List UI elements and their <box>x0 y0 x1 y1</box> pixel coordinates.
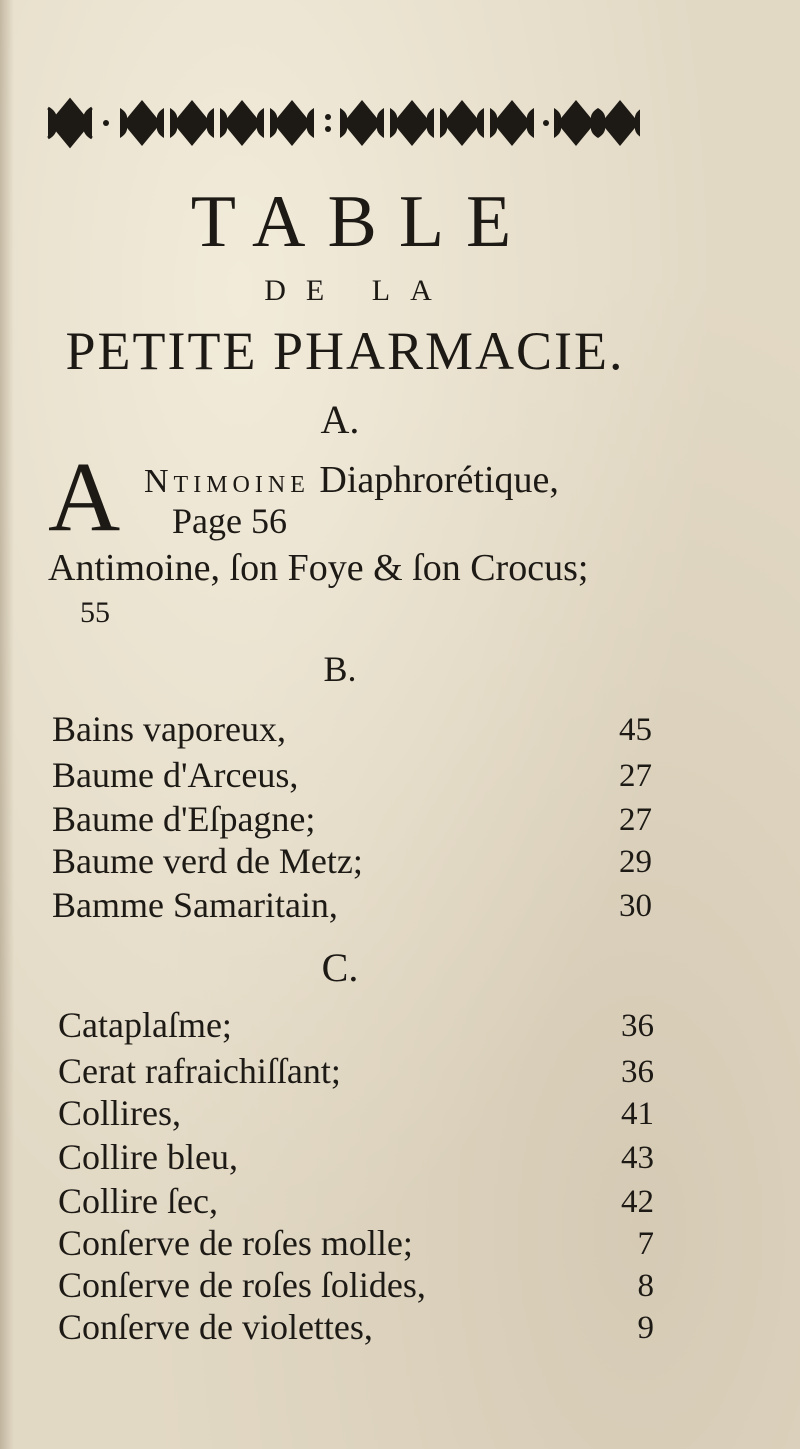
entry-label: Conſerve de roſes ſolides, <box>58 1265 426 1305</box>
index-entry <box>58 1222 654 1266</box>
entry-page-number: 42 <box>621 1184 654 1220</box>
section-letter-a: A. <box>320 397 360 442</box>
entry-label: Bains vaporeux, <box>52 709 286 749</box>
index-entry <box>58 1136 654 1180</box>
index-entry <box>52 798 652 842</box>
page-subtitle-small: DE LA <box>264 274 452 307</box>
entry-label: Collires, <box>58 1093 181 1133</box>
entry-label: Conſerve de violettes, <box>58 1307 373 1347</box>
entry-label-smallcaps: Ntimoine <box>144 463 310 500</box>
index-entry <box>58 1180 654 1224</box>
entry-label: Baume d'Arceus, <box>52 755 299 795</box>
entry-label: Conſerve de roſes molle; <box>58 1223 413 1263</box>
entry-page-reference: Page 56 <box>172 501 287 541</box>
index-entry-antimoine-crocus: Antimoine, ſon Foye & ſon Crocus; <box>48 547 589 589</box>
index-entry <box>58 1092 654 1136</box>
entry-page-number: 27 <box>619 802 652 838</box>
entry-page-number: 7 <box>637 1226 654 1262</box>
entry-page-number: 8 <box>637 1268 654 1304</box>
entry-page-number: 45 <box>619 712 652 748</box>
entry-label <box>144 458 559 502</box>
page-title: TABLE <box>190 181 534 263</box>
page-subtitle: PETITE PHARMACIE. <box>65 321 625 381</box>
index-entry <box>58 1050 654 1094</box>
section-letter-b: B. <box>323 649 357 689</box>
entry-page-number: 30 <box>619 888 652 924</box>
entry-page-number: 43 <box>621 1140 654 1176</box>
index-entry <box>52 884 652 928</box>
index-entry <box>58 1004 654 1048</box>
entry-page-number: 9 <box>637 1310 654 1346</box>
entry-label: Collire ſec, <box>58 1181 218 1221</box>
entry-page-number: 29 <box>619 844 652 880</box>
entry-label: Collire bleu, <box>58 1137 238 1177</box>
index-entry <box>52 754 652 798</box>
section-letter-c: C. <box>321 945 359 990</box>
entry-label: Cerat rafraichiſſant; <box>58 1051 341 1091</box>
entry-label: Cataplaſme; <box>58 1005 232 1045</box>
entry-page-number: 36 <box>621 1008 654 1044</box>
entry-label: Baume verd de Metz; <box>52 841 363 881</box>
entry-page-number: 36 <box>621 1054 654 1090</box>
index-entry <box>52 708 652 752</box>
entry-page-number: 27 <box>619 758 652 794</box>
entry-page-number: 55 <box>80 596 110 629</box>
drop-cap: A <box>48 441 121 552</box>
fleuron-band-icon <box>46 92 640 154</box>
entry-label: Baume d'Eſpagne; <box>52 799 316 839</box>
entry-label: Bamme Samaritain, <box>52 885 338 925</box>
index-entry <box>58 1264 654 1308</box>
index-entry <box>52 840 652 884</box>
entry-page-number: 41 <box>621 1096 654 1132</box>
index-entry-antimoine-diaphroretique <box>48 441 668 552</box>
index-entry <box>58 1306 654 1350</box>
entry-label-rest: Diaphrorétique, <box>309 459 559 501</box>
